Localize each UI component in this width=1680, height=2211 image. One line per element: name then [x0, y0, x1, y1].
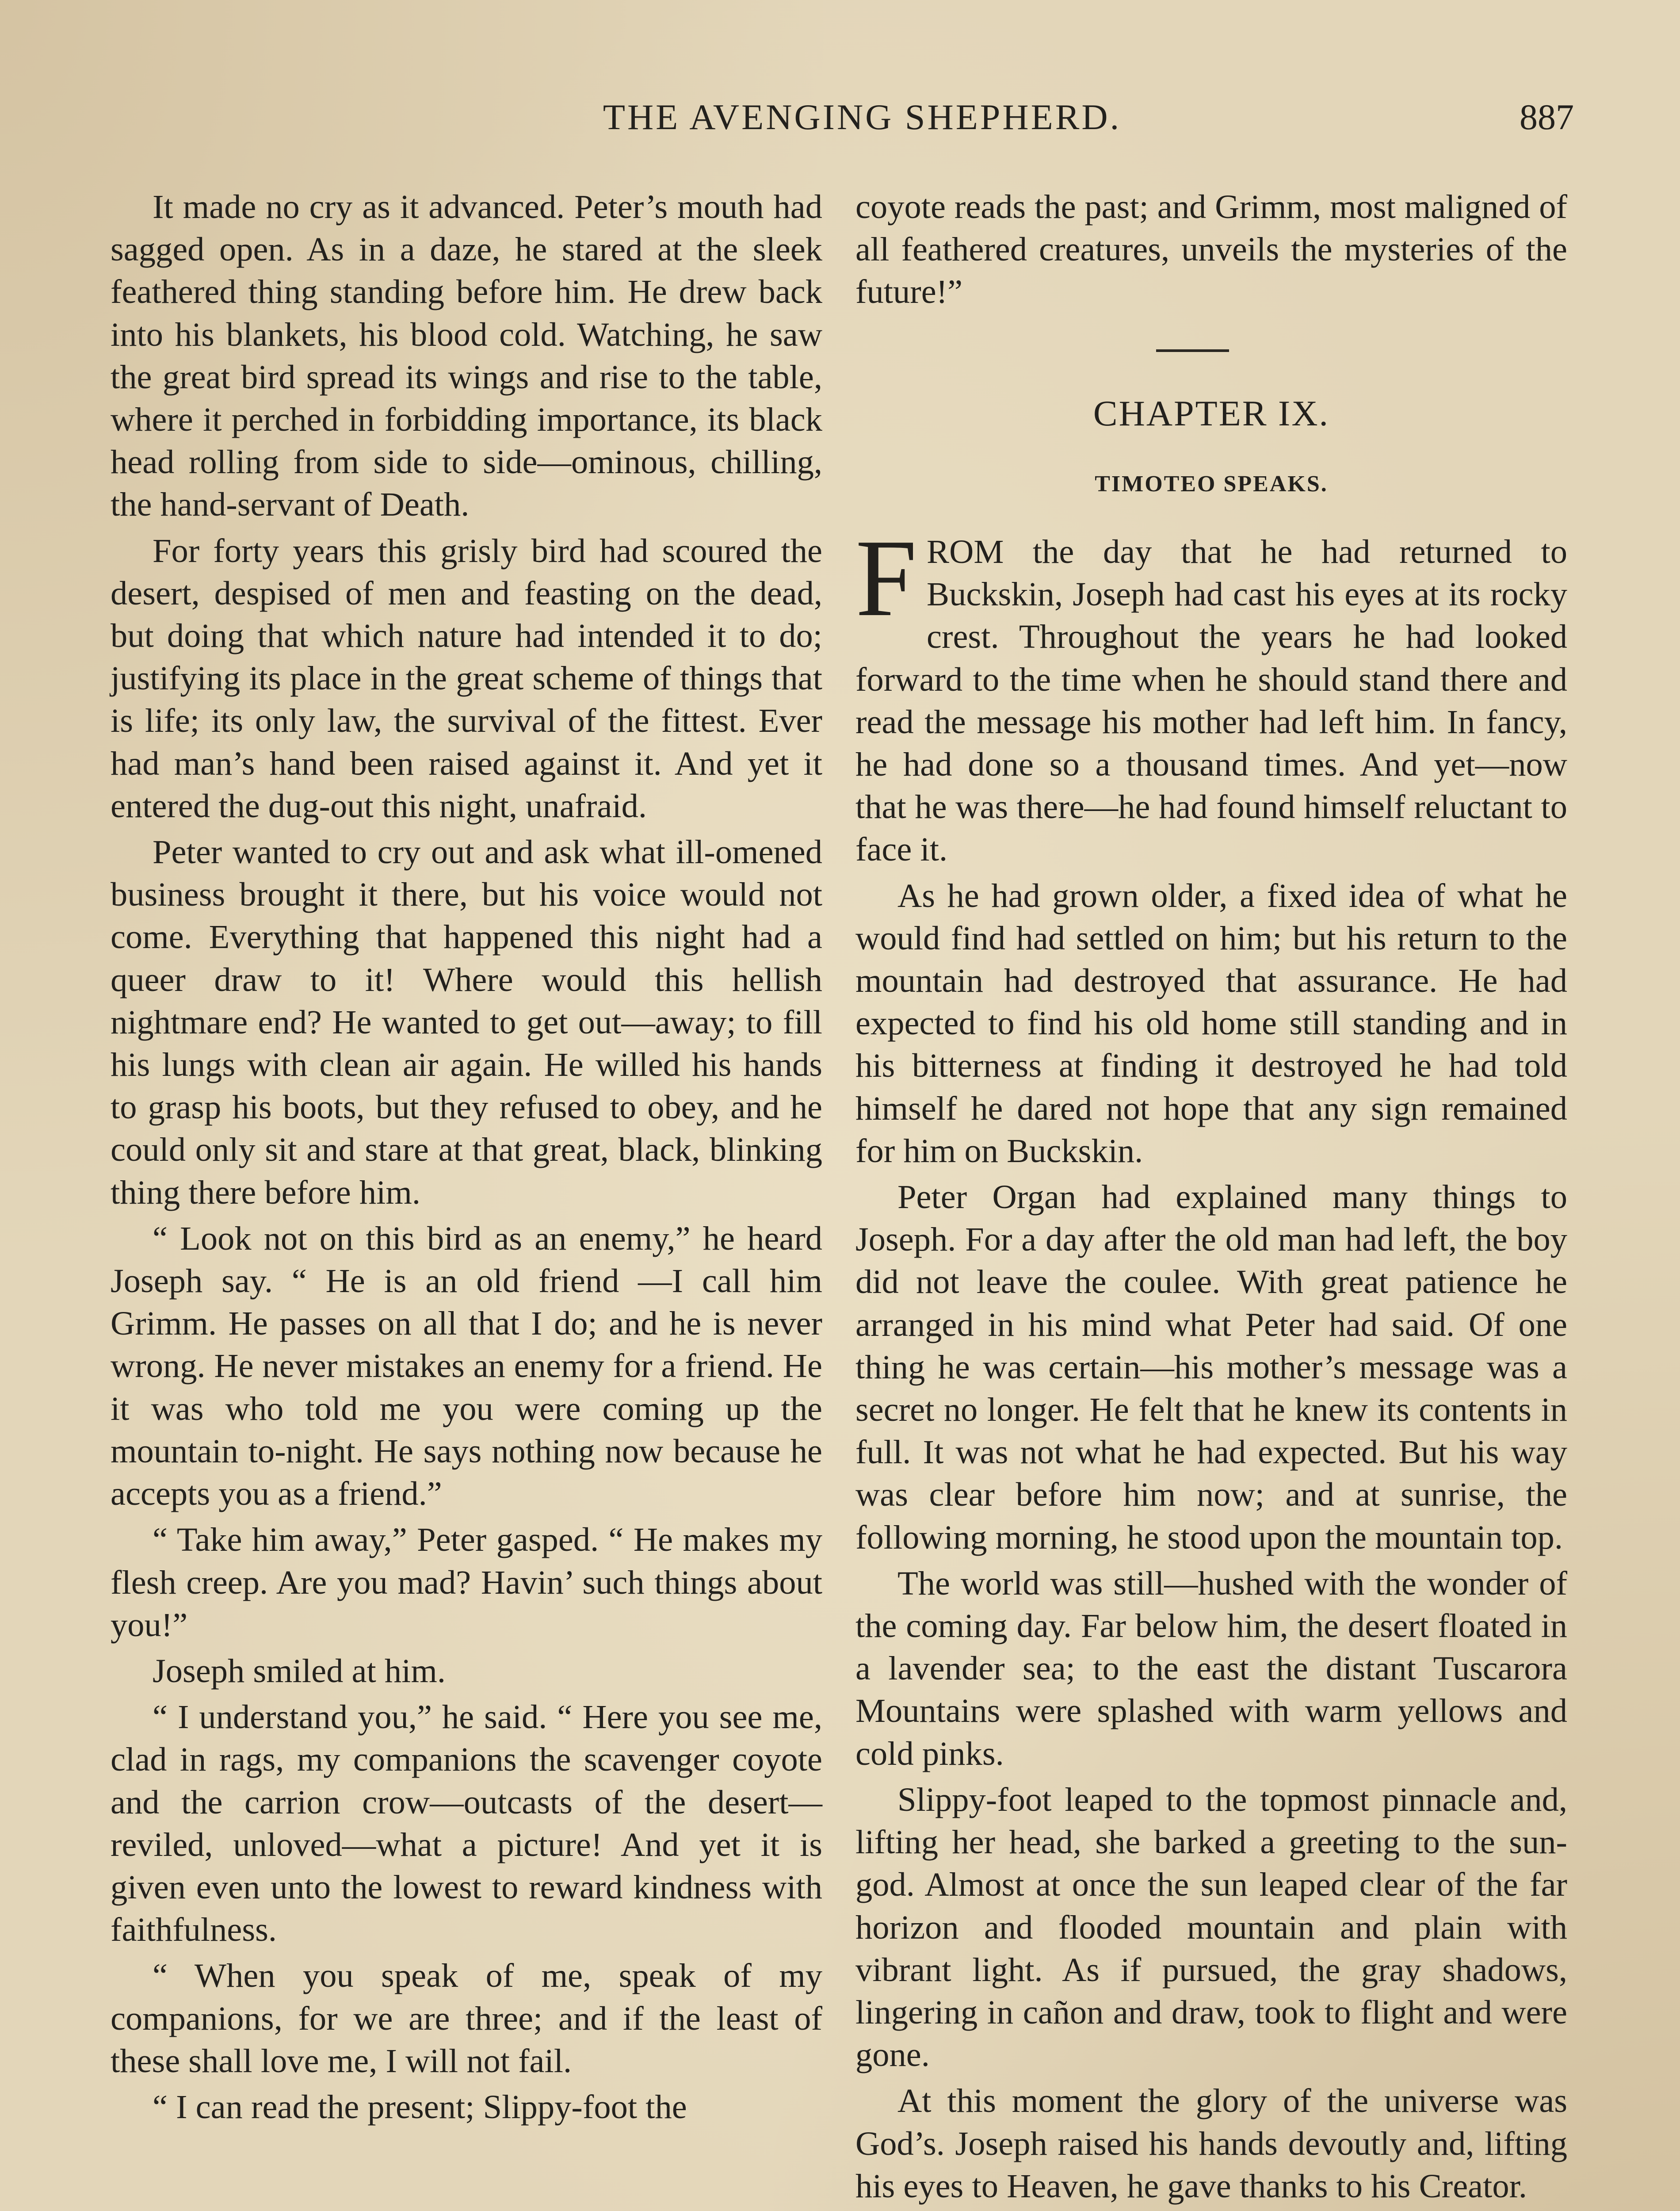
right-column-body [855, 517, 1567, 2207]
page-number: 887 [1520, 97, 1574, 137]
chapter-opening-paragraph [855, 517, 1567, 871]
chapter-title: CHAPTER IX. [1093, 393, 1330, 433]
paragraph: It made no cry as it advanced. Peter’s mouth had sagged open. As in a daze, he stared at the sleek feathered thing standing before him. He drew back into his blankets, his blood cold. Watching, he saw the great bird spread its wings and rise to the table, where it perched in forbidding importance, its black head rolling from side to side—ominous, chilling, the hand-servant of Death. [111, 188, 822, 524]
left-column [111, 186, 822, 2128]
paragraph: Peter Organ had explained many things to Joseph. For a day after the old man had left, the boy did not leave the coulee. With great patience he arranged in his mind what Peter had said. Of one thing he was certain—his mother’s message was a secret no longer. He felt that he knew its contents in full. It was not what he had expected. But his way was clear before him now; and at sunrise, the following morning, he stood upon the mountain top. [855, 1178, 1567, 1556]
paragraph: Slippy-foot leaped to the topmost pinnacle and, lifting her head, she barked a greeting to the sun-god. Almost at once the sun leaped clear of the far horizon and flooded mountain and plain with vibrant light. As if pursued, the gray shadows, lingering in cañon and draw, took to flight and were gone. [855, 1780, 1567, 2074]
paragraph: Joseph smiled at him. [153, 1652, 446, 1690]
running-header-title: THE AVENGING SHEPHERD. [603, 97, 1122, 137]
chapter-subtitle: TIMOTEO SPEAKS. [1095, 471, 1328, 497]
paragraph: “ I can read the present; Slippy-foot the [153, 2088, 687, 2126]
paragraph: “ When you speak of me, speak of my companions, for we are three; and if the least of these shall love me, I will not fail. [111, 1957, 822, 2080]
paragraph: “ I understand you,” he said. “ Here you see me, clad in rags, my companions the scavenger coyote and the carrion crow—outcasts of the desert—reviled, unloved—what a picture! And yet it is given even unto the lowest to reward kindness with faithfulness. [111, 1698, 822, 1949]
paragraph: As he had grown older, a fixed idea of what he would find had settled on him; but his return to the mountain had destroyed that assurance. He had expected to find his old home still standing and in his bitterness at finding it destroyed he had told himself he dared not hope that any sign remained for him on Buckskin. [855, 876, 1567, 1170]
paragraph: “ Take him away,” Peter gasped. “ He makes my flesh creep. Are you mad? Havin’ such things about you!” [111, 1521, 822, 1644]
paragraph: At this moment the glory of the universe was God’s. Joseph raised his hands devoutly and, lifting his eyes to Heaven, he gave thanks to his Creator. [855, 2082, 1567, 2205]
paragraph-continuation: coyote reads the past; and Grimm, most maligned of all feathered creatures, unveils the mysteries of the future!” [855, 188, 1567, 311]
right-column-continuation [855, 186, 1567, 314]
section-divider [1156, 349, 1229, 352]
drop-cap: F [855, 517, 917, 639]
chapter-opening-text: ROM the day that he had returned to Buckskin, Joseph had cast his eyes at its rocky crest. Throughout the years he had looked forward to the time when he should stand there and read the message his mother had left him. In fancy, he had done so a thousand times. And yet—now that he was there—he had found himself reluctant to face it. [855, 533, 1567, 868]
paragraph: Peter wanted to cry out and ask what ill-omened business brought it there, but his voice would not come. Everything that happened this night had a queer draw to it! Where would this hellish nightmare end? He wanted to get out—away; to fill his lungs with clean air again. He willed his hands to grasp his boots, but they refused to obey, and he could only sit and stare at that great, black, blinking thing there before him. [111, 833, 822, 1211]
paragraph: The world was still—hushed with the wonder of the coming day. Far below him, the desert floated in a lavender sea; to the east the distant Tuscarora Mountains were splashed with warm yellows and cold pinks. [855, 1564, 1567, 1772]
paragraph: For forty years this grisly bird had scoured the desert, despised of men and feasting on the dead, but doing that which nature had intended it to do; justifying its place in the great scheme of things that is life; its only law, the survival of the fittest. Ever had man’s hand been raised against it. And yet it entered the dug-out this night, unafraid. [111, 532, 822, 825]
paragraph: “ Look not on this bird as an enemy,” he heard Joseph say. “ He is an old friend —I call him Grimm. He passes on all that I do; and he is never wrong. He never mistakes an enemy for a friend. He it was who told me you were coming up the mountain to-night. He says nothing now because he accepts you as a friend.” [111, 1219, 822, 1513]
